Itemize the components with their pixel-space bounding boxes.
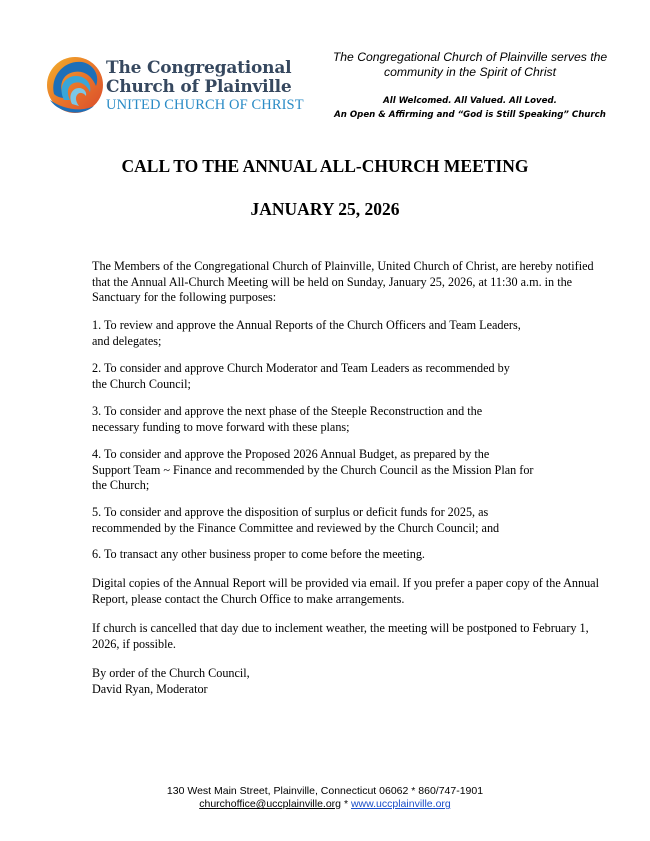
signature-line-2: David Ryan, Moderator (92, 681, 208, 696)
agenda-item-3-line-2: necessary funding to move forward with these plans; (92, 419, 350, 434)
agenda-item-4 (92, 447, 602, 494)
church-logo (46, 54, 308, 116)
footer-address: 130 West Main Street, Plainville, Connecticut 06062 * 860/747-1901 (166, 785, 484, 797)
agenda-item-3-line-1: 3. To consider and approve the next phase of the Steeple Reconstruction and the (92, 404, 483, 418)
signature-block (92, 666, 602, 697)
welcome-line-1: All Welcomed. All Valued. All Loved. (383, 96, 557, 106)
footer-contact (0, 798, 650, 810)
intro-text: The Members of the Congregational Church of Plainville, United Church of Christ, are hereby notified that the Annual All-Church Meeting will be held on Sunday, January 25, 2026, at 11:30 a.m. in the Sanctuary for the following purposes: (92, 259, 594, 304)
meeting-date: JANUARY 25, 2026 (250, 199, 400, 219)
agenda-item-4-line-3: the Church; (92, 478, 150, 492)
church-tagline: The Congregational Church of Plainville serves the community in the Spirit of Christ (332, 50, 608, 79)
agenda-item-4-line-1: 4. To consider and approve the Proposed 2026 Annual Budget, as prepared by the (92, 447, 490, 461)
logo-line-1: The Congregational (106, 58, 292, 78)
agenda-item-5-line-1: 5. To consider and approve the disposition of surplus or deficit funds for 2025, as (92, 505, 489, 519)
footer-email-link[interactable]: churchoffice@uccplainville.org (199, 798, 342, 810)
page-title: CALL TO THE ANNUAL ALL-CHURCH MEETING (121, 156, 529, 176)
signature-line-1: By order of the Church Council, (92, 666, 250, 680)
logo-line-2: Church of Plainville (106, 77, 292, 97)
agenda-item-6 (92, 547, 602, 563)
digital-copies-paragraph (92, 576, 602, 607)
wave-logo-icon (46, 54, 104, 116)
weather-paragraph (92, 621, 602, 652)
logo-line-3: UNITED CHURCH OF CHRIST (106, 97, 304, 113)
intro-paragraph (92, 259, 602, 306)
agenda-item-2-line-1: 2. To consider and approve Church Moderator and Team Leaders as recommended by (92, 361, 510, 375)
agenda-item-2-line-2: the Church Council; (92, 376, 191, 391)
agenda-item-3 (92, 404, 602, 435)
agenda-item-1-line-1: 1. To review and approve the Annual Reports of the Church Officers and Team Leaders, (92, 318, 521, 332)
agenda-item-2 (92, 361, 602, 392)
agenda-item-6-line-1: 6. To transact any other business proper to come before the meeting. (92, 547, 425, 561)
agenda-item-1-line-2: and delegates; (92, 333, 162, 348)
footer-separator: * (341, 798, 351, 810)
welcome-statement (320, 94, 620, 122)
digital-copies-text: Digital copies of the Annual Report will be provided via email. If you prefer a paper copy of the Annual Report, please contact the Church Office to make arrangements. (92, 576, 599, 606)
agenda-item-5 (92, 505, 602, 536)
agenda-item-1 (92, 318, 602, 349)
agenda-item-4-line-2: Support Team ~ Finance and recommended by the Church Council as the Mission Plan for (92, 462, 534, 477)
welcome-line-2: An Open & Affirming and “God is Still Speaking” Church (334, 110, 606, 120)
weather-text: If church is cancelled that day due to inclement weather, the meeting will be postponed to February 1, 2026, if possible. (92, 621, 589, 651)
footer-website-link[interactable]: www.uccplainville.org (350, 798, 451, 810)
agenda-item-5-line-2: recommended by the Finance Committee and reviewed by the Church Council; and (92, 520, 500, 535)
